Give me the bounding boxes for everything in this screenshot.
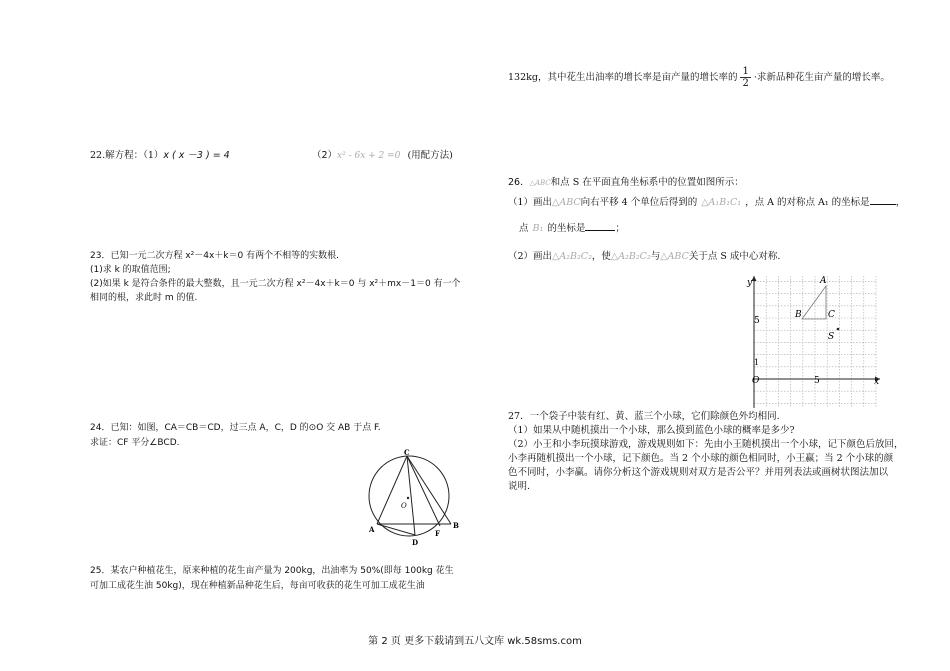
q26-line4: [508, 250, 780, 264]
y-axis-label: y: [747, 278, 753, 288]
q22-line: [90, 149, 230, 163]
q25-cont-tail: ·求新品种花生亩产量的增长率。: [753, 72, 890, 83]
segment-cb: [407, 456, 451, 524]
fraction-one-half: [740, 66, 750, 89]
q26-l4-sym1: △A₂B₂C₂: [552, 251, 592, 262]
answer-blank-b1[interactable]: [585, 221, 615, 231]
segment-cd: [407, 456, 415, 535]
segment-cf: [407, 456, 440, 526]
q26-l2-d: ，: [895, 197, 906, 208]
q27-line1: 27．一个袋子中装有红、黄、蓝三个小球，它们除颜色外均相同.: [508, 411, 780, 422]
q24-line2: 求证：CF 平分∠BCD.: [90, 438, 180, 448]
q25-line2: 可加工成花生油 50kg)，现在种植新品种花生后，每亩可收获的花生可加工成花生油: [90, 581, 425, 591]
q22-part2: [312, 149, 453, 163]
q26-line2: [508, 195, 905, 210]
q27-line4: 小李再随机摸出一个小球，记下颜色。当 2 个小球的颜色相同时，小王赢；当 2 个小球的颜: [508, 453, 894, 464]
q23-line4: 相同的根，求此时 m 的值.: [90, 293, 198, 303]
q27-line2: （1）如果从中随机摸出一个小球，那么摸到蓝色小球的概率是多少?: [508, 425, 795, 436]
origin-label: O: [752, 376, 760, 386]
y-axis-arrow: [752, 276, 757, 281]
label-f: F: [435, 529, 440, 538]
label-d: D: [412, 538, 419, 547]
label-s-grid: S: [828, 332, 835, 342]
q26-line1: [508, 176, 744, 190]
q26-l4-b: ，使: [591, 251, 611, 262]
q26-l2-sym1: △ABC: [552, 197, 581, 208]
q27-line5: 色不同时，小李赢。请你分析这个游戏规则对双方是否公平？并用列表法或画树状图法加以: [508, 467, 889, 478]
q26-triangle-symbol: △ABC: [529, 179, 551, 187]
q26-l2-c: ，点 A 的对称点 A₁ 的坐标是: [745, 197, 870, 208]
q26-number: 26．: [508, 177, 530, 188]
q22-label: 22.解方程：（1）: [90, 150, 164, 161]
q22-part2-label: （2）: [312, 150, 338, 161]
label-b-grid: B: [795, 310, 802, 320]
q26-l3-b: 的坐标是: [547, 223, 586, 234]
center-point: [407, 497, 409, 499]
segment-ca: [377, 456, 407, 524]
q26-l3-c: ；: [615, 223, 625, 234]
x-axis-label: x: [874, 377, 880, 387]
q27-line6: 说明.: [508, 481, 531, 492]
q26-l4-d: 关于点 S 成中心对称.: [688, 251, 781, 262]
frac-numerator: 1: [742, 66, 749, 77]
q26-l2-b: 向右平移 4 个单位后得到的: [580, 197, 698, 208]
q26-intro: 和点 S 在平面直角坐标系中的位置如图所示：: [550, 177, 744, 188]
answer-blank-a1[interactable]: [870, 195, 896, 205]
q22-note: (用配方法): [407, 150, 453, 161]
q25-cont-text: 132kg，其中花生出油率的增长率是亩产量的增长率的: [508, 72, 738, 83]
q26-line3: [519, 221, 625, 236]
label-c: C: [404, 448, 410, 457]
label-a-grid: A: [820, 276, 827, 286]
label-b: B: [453, 521, 459, 530]
q26-l3-a: 点: [519, 223, 529, 234]
label-a: A: [369, 525, 375, 534]
y-tick-5: 5: [754, 316, 760, 326]
q26-l3-sym: B₁: [532, 223, 544, 234]
point-s: [837, 328, 840, 331]
q27-line3: （2）小王和小李玩摸球游戏，游戏规则如下：先由小王随机摸出一个小球，记下颜色后放回，: [508, 439, 904, 450]
q24-line1: 24．已知：如图，CA＝CB＝CD，过三点 A，C，D 的⊙O 交 AB 于点 F.: [90, 423, 381, 433]
q25-continuation: [508, 66, 890, 89]
page-footer: 第 2 页 更多下载请到五八文库 wk.58sms.com: [368, 636, 582, 647]
q26-l2-a: （1）画出: [508, 197, 553, 208]
q26-l4-c: 与: [650, 251, 661, 262]
q25-line1: 25．某农户种植花生，原来种植的花生亩产量为 200kg，出油率为 50%(即每 100kg 花生: [90, 566, 454, 576]
q22-equation-2: x² - 6x + 2 =0: [337, 151, 401, 161]
frac-denominator: 2: [742, 78, 749, 89]
label-o: O: [401, 502, 407, 510]
y-tick-1: 1: [754, 358, 760, 367]
q23-line3: (2)如果 k 是符合条件的最大整数，且一元二次方程 x²－4x＋k＝0 与 x²＋mx－1＝0 有一个: [90, 279, 461, 289]
label-c-grid: C: [828, 310, 835, 320]
triangle-abc: [802, 286, 826, 319]
circle-figure: [355, 446, 470, 550]
q22-equation-1: x ( x －3 ) = 4: [163, 150, 230, 161]
coordinate-grid: [744, 272, 884, 410]
q23-line2: (1)求 k 的取值范围;: [90, 265, 171, 275]
q26-l4-sym2: △A₂B₂C₂: [610, 251, 651, 262]
q23-line1: 23．已知一元二次方程 x²－4x＋k＝0 有两个不相等的实数根.: [90, 251, 339, 261]
grid-lines: [754, 276, 876, 408]
q26-l4-sym3: △ABC: [660, 251, 689, 262]
q26-l4-a: （2）画出: [508, 251, 553, 262]
q26-l2-sym2: △A₁B₁C₁: [701, 197, 742, 208]
x-tick-5: 5: [814, 376, 820, 386]
